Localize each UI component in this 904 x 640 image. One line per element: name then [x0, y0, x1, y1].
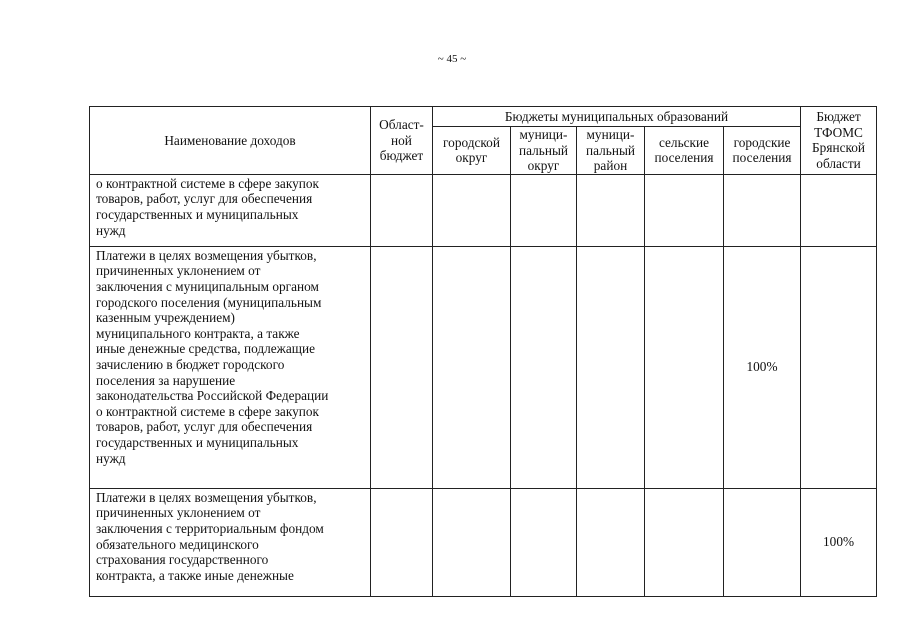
municipal-area-share-cell — [577, 488, 645, 596]
header-regional-budget: Област- ной бюджет — [371, 107, 433, 175]
table-row — [90, 246, 877, 488]
page-number: ~ 45 ~ — [437, 53, 467, 65]
municipal-area-share-cell — [577, 174, 645, 246]
header-municipal-area: муници- пальный район — [577, 127, 645, 175]
municipal-district-share-cell — [511, 246, 577, 488]
urban-settlements-share-cell — [724, 174, 801, 246]
header-rural-settlements: сельские поселения — [645, 127, 724, 175]
urban-district-share-cell — [433, 488, 511, 596]
tfoms-share-cell — [801, 174, 877, 246]
municipal-district-share-cell — [511, 488, 577, 596]
urban-district-share-cell — [433, 246, 511, 488]
urban-settlements-share-cell — [724, 488, 801, 596]
rural-share-cell — [645, 246, 724, 488]
table-row — [90, 488, 877, 596]
revenue-name-cell: Платежи в целях возмещения убытков, причиненных уклонением от заключения с муниципальным органом городского поселения (муниципальным казенным учреждением) муниципального контракта, а также иные денежные средства, подлежащие зачислению в бюджет городского поселения за нарушение законодательства Российской Федерации о контрактной системе в сфере закупок товаров, работ, услуг для обеспечения государственных и муниципальных нужд — [90, 246, 371, 488]
urban-district-share-cell — [433, 174, 511, 246]
revenue-name-cell: Платежи в целях возмещения убытков, причиненных уклонением от заключения с территориальным фондом обязательного медицинского страхования государственного контракта, а также иные денежные — [90, 488, 371, 596]
tfoms-share-cell: 100% — [801, 488, 877, 596]
header-revenue-name: Наименование доходов — [90, 107, 371, 175]
regional-share-cell — [371, 174, 433, 246]
regional-share-cell — [371, 488, 433, 596]
revenue-distribution-table — [89, 106, 877, 597]
tfoms-share-cell — [801, 246, 877, 488]
rural-share-cell — [645, 174, 724, 246]
revenue-name-cell: о контрактной системе в сфере закупок товаров, работ, услуг для обеспечения государственных и муниципальных нужд — [90, 174, 371, 246]
header-tfoms-budget: Бюджет ТФОМС Брянской области — [801, 107, 877, 175]
header-municipal-district: муници- пальный округ — [511, 127, 577, 175]
urban-settlements-share-cell: 100% — [724, 246, 801, 488]
header-municipal-budgets: Бюджеты муниципальных образований — [433, 107, 801, 127]
header-urban-settlements: городские поселения — [724, 127, 801, 175]
table-row — [90, 174, 877, 246]
header-urban-district: городской округ — [433, 127, 511, 175]
municipal-area-share-cell — [577, 246, 645, 488]
regional-share-cell — [371, 246, 433, 488]
municipal-district-share-cell — [511, 174, 577, 246]
rural-share-cell — [645, 488, 724, 596]
